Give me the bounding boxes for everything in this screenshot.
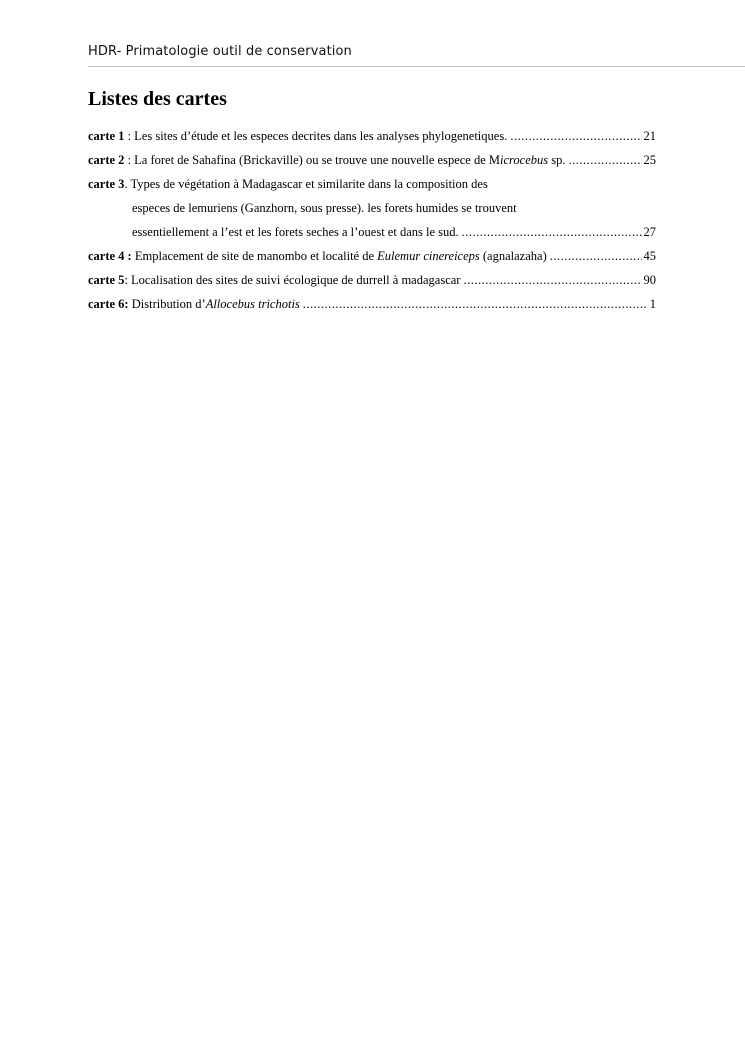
dot-leader <box>462 220 642 244</box>
page-number: 27 <box>643 225 656 239</box>
entry-text: essentiellement a l’est et les forets seches a l’ouest et dans le sud. <box>132 225 459 239</box>
running-header: HDR- Primatologie outil de conservation <box>88 44 352 59</box>
entry-label: carte 3 <box>88 177 125 191</box>
entry-text: Localisation des sites de suivi écologique de durrell à madagascar <box>131 273 461 287</box>
page-number: 21 <box>643 129 656 143</box>
list-item[interactable]: carte 5: Localisation des sites de suivi écologique de durrell à madagascar ..... 90 <box>88 268 656 292</box>
dot-leader <box>463 268 641 292</box>
page-title: Listes des cartes <box>88 88 227 110</box>
entry-label: carte 2 <box>88 153 125 167</box>
entry-taxon: Allocebus trichotis <box>205 297 300 311</box>
dot-leader <box>303 292 648 316</box>
dot-leader <box>510 124 641 148</box>
list-item[interactable] <box>88 292 656 316</box>
entry-label: carte 5 <box>88 273 125 287</box>
list-item[interactable]: carte 3. Types de végétation à Madagascar et similarite dans la composition des <box>88 177 488 191</box>
dot-leader <box>550 244 642 268</box>
entry-label: carte 1 <box>88 129 125 143</box>
entry-text: Types de végétation à Madagascar et similarite dans la composition des <box>130 177 488 191</box>
list-item[interactable]: carte 4 : Emplacement de site de manombo et localité de Eulemur cinereiceps (agnalazaha) ..... 45 <box>88 244 656 268</box>
list-item[interactable]: carte 1 : Les sites d’étude et les especes decrites dans les analyses phylogenetiques. ..... 21 <box>88 124 656 148</box>
page-number: 45 <box>643 249 656 263</box>
entry-text: Distribution d’ <box>131 297 206 311</box>
map-list <box>88 124 656 316</box>
page-number: 90 <box>643 273 656 287</box>
entry-text: La foret de Sahafina (Brickaville) ou se trouve une nouvelle espece de M <box>134 153 500 167</box>
dot-leader <box>569 148 642 172</box>
page-number: 1 <box>649 297 656 311</box>
entry-label: carte 4 : <box>88 249 132 263</box>
entry-text: especes de lemuriens (Ganzhorn, sous presse). les forets humides se trouvent <box>132 201 517 215</box>
header-rule <box>88 66 745 67</box>
list-item-continuation <box>88 220 656 244</box>
list-item[interactable]: carte 2 : La foret de Sahafina (Brickaville) ou se trouve une nouvelle espece de Microcebus sp. ..... 25 <box>88 148 656 172</box>
entry-taxon: Eulemur cinereiceps <box>377 249 480 263</box>
list-item-continuation <box>88 196 656 220</box>
entry-text: Emplacement de site de manombo et localité de <box>134 249 378 263</box>
entry-taxon: icrocebus <box>500 153 549 167</box>
entry-text: Les sites d’étude et les especes decrites dans les analyses phylogenetiques. <box>134 129 508 143</box>
entry-label: carte 6: <box>88 297 129 311</box>
page-number: 25 <box>643 153 656 167</box>
